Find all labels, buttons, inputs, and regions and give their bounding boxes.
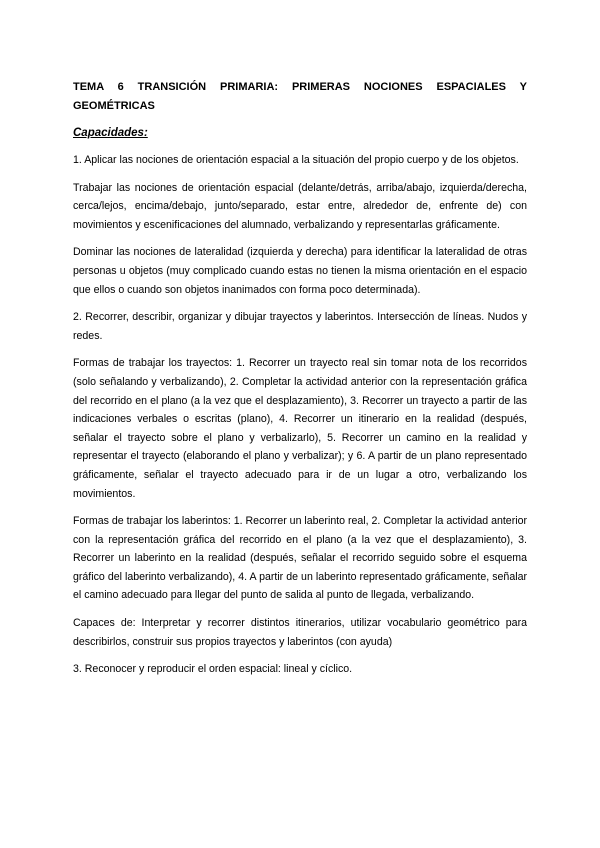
document-page [73,78,527,688]
paragraph-3: Dominar las nociones de lateralidad (izquierda y derecha) para identificar la lateralidad de otras personas u objetos (muy complicado cuando estas no tienen la misma orientación en el espacio que ellos o cuando son objetos inanimados con forma poco determinada). [73,246,527,296]
paragraph-7: Capaces de: Interpretar y recorrer distintos itinerarios, utilizar vocabulario geométrico para describirlos, construir sus propios trayectos y laberintos (con ayuda) [73,617,527,648]
paragraph-8: 3. Reconocer y reproducir el orden espacial: lineal y cíclico. [73,663,353,676]
paragraph-6: Formas de trabajar los laberintos: 1. Recorrer un laberinto real, 2. Completar la actividad anterior con la representación gráfica del recorrido en el plano (a la vez que el desplazamiento), 3. Recorrer un laberinto en la realidad (después, señalar el recorrido seguido sobre el esquema gráfico del laberinto verbalizando), 4. A partir de un laberinto representado gráficamente, señalar el camino adecuado para llegar del punto de salida al punto de llegada, verbalizando. [73,515,527,602]
paragraph-5: Formas de trabajar los trayectos: 1. Recorrer un trayecto real sin tomar nota de los recorridos (solo señalando y verbalizando), 2. Completar la actividad anterior con la representación gráfica del recorrido en el plano (a la vez que el desplazamiento), 3. Recorrer un trayecto a partir de las indicaciones verbales o escritas (plano), 4. Recorrer un itinerario en la realidad (después, señalar el trayecto sobre el plano y verbalizarlo), 5. Recorrer un camino en la realidad y representar el trayecto (elaborando el plano y verbalizar); y 6. A partir de un plano representado gráficamente, señalar el trayecto adecuado para ir de un lugar a otro, verbalizando los movimientos. [73,357,527,500]
paragraph-2: Trabajar las nociones de orientación espacial (delante/detrás, arriba/abajo, izquierda/derecha, cerca/lejos, encima/debajo, junto/separado, estar entre, alrededor de, enfrente de) con movimientos y escenificaciones del alumnado, verbalizando y representarlas gráficamente. [73,181,527,231]
paragraph-1: 1. Aplicar las nociones de orientación espacial a la situación del propio cuerpo y de los objetos. [73,154,519,166]
document-title: TEMA 6 TRANSICIÓN PRIMARIA: PRIMERAS NOCIONES ESPACIALES Y GEOMÉTRICAS [73,81,527,112]
section-subtitle: Capacidades: [73,127,148,139]
paragraph-4: 2. Recorrer, describir, organizar y dibujar trayectos y laberintos. Intersección de líneas. Nudos y redes. [73,311,527,342]
